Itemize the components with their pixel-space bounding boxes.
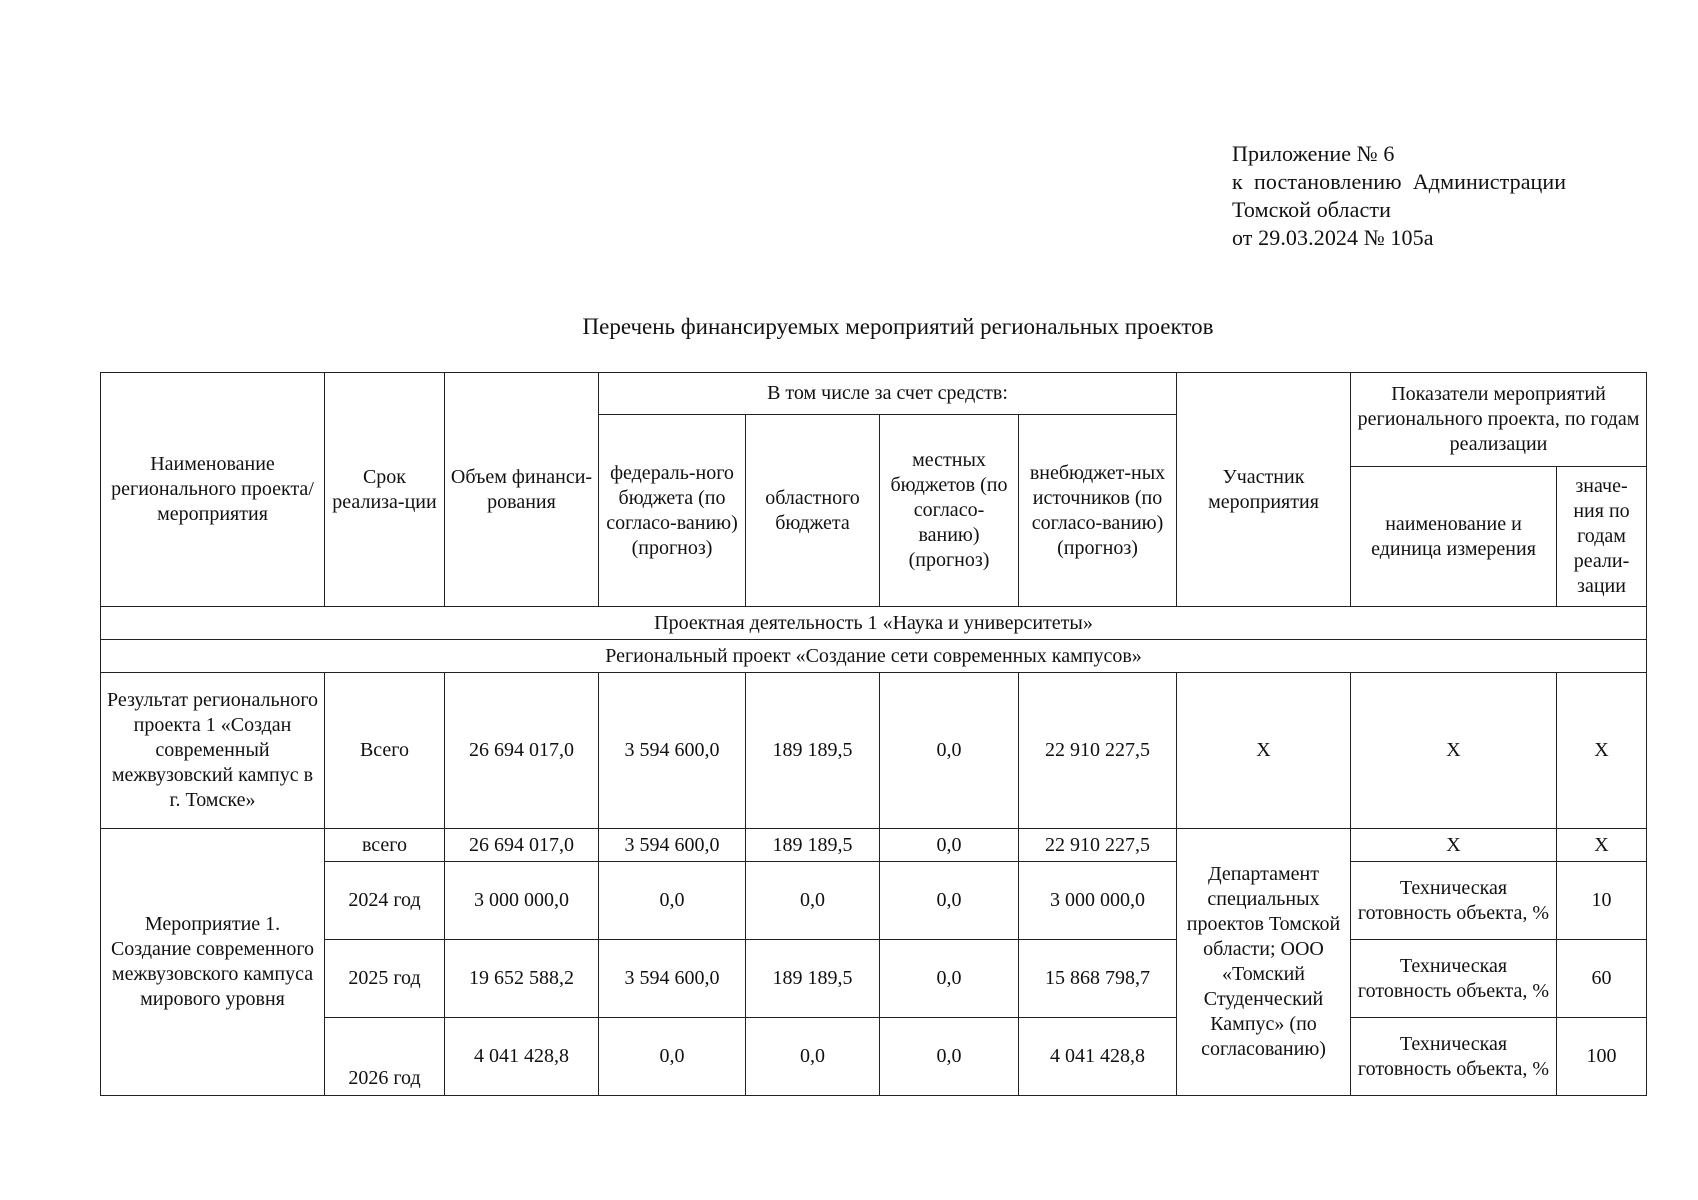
measure-volume: 26 694 017,0 <box>445 829 599 862</box>
result-row <box>101 673 1647 829</box>
result-volume: 26 694 017,0 <box>445 673 599 829</box>
result-federal: 3 594 600,0 <box>599 673 746 829</box>
table-row <box>101 862 1647 940</box>
measure-name: Мероприятие 1. Создание современного межвузовского кампуса мирового уровня <box>101 829 325 1096</box>
appendix-block <box>1232 140 1566 252</box>
measure-volume: 19 652 588,2 <box>445 940 599 1018</box>
measure-extra: 22 910 227,5 <box>1019 829 1177 862</box>
section-row <box>101 607 1647 640</box>
measure-indicator-value: 10 <box>1557 862 1647 940</box>
result-indicator-name: X <box>1351 673 1557 829</box>
result-participant: X <box>1177 673 1351 829</box>
measure-federal: 3 594 600,0 <box>599 940 746 1018</box>
measure-regional: 0,0 <box>746 862 880 940</box>
header-term: Срок реализа-ции <box>325 373 445 607</box>
appendix-line-4: от 29.03.2024 № 105а <box>1232 225 1434 250</box>
measure-indicator-value: 100 <box>1557 1018 1647 1096</box>
header-including: В том числе за счет средств: <box>599 373 1177 415</box>
measure-volume: 4 041 428,8 <box>445 1018 599 1096</box>
measure-indicator-value: 60 <box>1557 940 1647 1018</box>
project-row <box>101 640 1647 673</box>
header-indicator-values: значе-ния по годам реали-зации <box>1557 467 1647 607</box>
header-participant: Участник мероприятия <box>1177 373 1351 607</box>
result-regional: 189 189,5 <box>746 673 880 829</box>
measure-indicator-name: Техническая готовность объекта, % <box>1351 862 1557 940</box>
result-name: Результат регионального проекта 1 «Создан современный межвузовский кампус в г. Томске» <box>101 673 325 829</box>
header-name: Наименование регионального проекта/ мероприятия <box>101 373 325 607</box>
measure-federal: 3 594 600,0 <box>599 829 746 862</box>
document-title: Перечень финансируемых мероприятий региональных проектов <box>582 314 1214 339</box>
appendix-line-2: к постановлению Администрации <box>1232 169 1567 194</box>
measure-indicator-value: X <box>1557 829 1647 862</box>
table-row <box>101 1018 1647 1096</box>
measure-federal: 0,0 <box>599 862 746 940</box>
measure-indicator-name: Техническая готовность объекта, % <box>1351 940 1557 1018</box>
measure-regional: 189 189,5 <box>746 940 880 1018</box>
section-title: Проектная деятельность 1 «Наука и университеты» <box>101 607 1647 640</box>
measure-regional: 189 189,5 <box>746 829 880 862</box>
measure-extra: 3 000 000,0 <box>1019 862 1177 940</box>
measure-local: 0,0 <box>880 829 1019 862</box>
projects-table <box>100 372 1647 1096</box>
measure-term: 2024 год <box>325 862 445 940</box>
table-row <box>101 829 1647 862</box>
measure-indicator-name: Техническая готовность объекта, % <box>1351 1018 1557 1096</box>
header-extra: внебюджет-ных источников (по согласо-ванию) (прогноз) <box>1019 415 1177 607</box>
project-title: Региональный проект «Создание сети современных кампусов» <box>101 640 1647 673</box>
measure-local: 0,0 <box>880 1018 1019 1096</box>
measure-term: 2026 год <box>325 1018 445 1096</box>
header-indicators: Показатели мероприятий регионального проекта, по годам реализации <box>1351 373 1647 467</box>
appendix-line-1: Приложение № 6 <box>1232 141 1395 166</box>
header-row-1 <box>101 373 1647 415</box>
header-regional: областного бюджета <box>746 415 880 607</box>
measure-term: всего <box>325 829 445 862</box>
header-volume: Объем финанси-рования <box>445 373 599 607</box>
measure-participant: Департамент специальных проектов Томской области; ООО «Томский Студенческий Кампус» (по согласованию) <box>1177 829 1351 1096</box>
result-term: Всего <box>325 673 445 829</box>
measure-volume: 3 000 000,0 <box>445 862 599 940</box>
measure-indicator-name: X <box>1351 829 1557 862</box>
table-row <box>101 940 1647 1018</box>
measure-local: 0,0 <box>880 940 1019 1018</box>
result-extra: 22 910 227,5 <box>1019 673 1177 829</box>
measure-extra: 15 868 798,7 <box>1019 940 1177 1018</box>
appendix-line-3: Томской области <box>1232 197 1391 222</box>
result-local: 0,0 <box>880 673 1019 829</box>
measure-term: 2025 год <box>325 940 445 1018</box>
header-federal: федераль-ного бюджета (по согласо-ванию) (прогноз) <box>599 415 746 607</box>
measure-extra: 4 041 428,8 <box>1019 1018 1177 1096</box>
measure-local: 0,0 <box>880 862 1019 940</box>
result-indicator-value: X <box>1557 673 1647 829</box>
measure-regional: 0,0 <box>746 1018 880 1096</box>
measure-federal: 0,0 <box>599 1018 746 1096</box>
header-local: местных бюджетов (по согласо-ванию) (прогноз) <box>880 415 1019 607</box>
header-indicator-name: наименование и единица измерения <box>1351 467 1557 607</box>
